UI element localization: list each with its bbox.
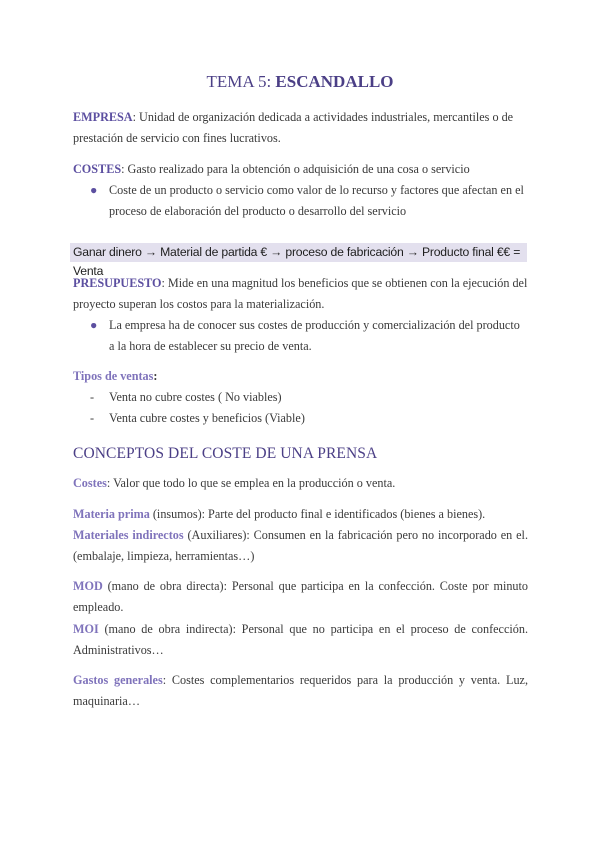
list-item [73, 408, 528, 429]
section-heading: CONCEPTOS DEL COSTE DE UNA PRENSA [73, 445, 378, 462]
materiales-indirectos-text: (Auxiliares): Consumen en la fabricación pero no incorporado en el. (embalaje, limpieza, herramientas…) [73, 528, 528, 563]
materia-prima-text: (insumos): Parte del producto final e identificados (bienes a bienes). [149, 507, 486, 521]
empresa-text: : Unidad de organización dedicada a actividades industriales, mercantiles o de prestación de servicio con fines lucrativos. [73, 110, 514, 145]
moi-text: (mano de obra indirecta): Personal que no participa en el proceso de confección. Administrativos… [73, 622, 528, 657]
materia-prima-term: Materia prima [73, 507, 150, 521]
presupuesto-term: PRESUPUESTO [73, 276, 162, 290]
concept-costes-term: Costes [73, 476, 107, 490]
concept-costes-text: : Valor que todo lo que se emplea en la producción o venta. [106, 476, 396, 490]
dash-icon: - [90, 390, 95, 404]
title-prefix: TEMA 5: [206, 72, 276, 91]
bullet-dot-icon: ● [90, 183, 98, 197]
costes-text: : Gasto realizado para la obtención o adquisición de una cosa o servicio [121, 162, 470, 176]
presupuesto-text: : Mide en una magnitud los beneficios que se obtienen con la ejecución del proyecto superan los costos para la materialización. [73, 276, 528, 311]
concept-mod [73, 576, 528, 618]
list-item [73, 180, 528, 222]
process-highlight-line: Ganar dinero → Material de partida € → proceso de fabricación → Producto final €€ = Venta [70, 243, 527, 262]
presupuesto-bullet-list [73, 315, 528, 357]
list-item [73, 315, 528, 357]
costes-definition [73, 159, 528, 222]
list-item [73, 387, 528, 408]
empresa-term: EMPRESA [73, 110, 133, 124]
list-item-text: Coste de un producto o servicio como valor de lo recurso y factores que afectan en el proceso de elaboración del producto o desarrollo del servicio [109, 183, 524, 218]
mod-term: MOD [73, 579, 103, 593]
concept-moi [73, 619, 528, 661]
tipos-de-ventas [73, 366, 528, 429]
bullet-dot-icon: ● [90, 318, 98, 332]
mod-text: (mano de obra directa): Personal que participa en la confección. Coste por minuto empleado. [73, 579, 528, 614]
moi-term: MOI [73, 622, 99, 636]
concept-gastos-generales [73, 670, 528, 712]
title-main: ESCANDALLO [275, 72, 394, 91]
tipos-colon: : [153, 369, 158, 383]
page-title [0, 72, 600, 92]
list-item-text: Venta cubre costes y beneficios (Viable) [109, 411, 305, 425]
tipos-dash-list [73, 387, 528, 429]
presupuesto-definition [73, 273, 528, 357]
dash-icon: - [90, 411, 95, 425]
concept-costes [73, 473, 528, 494]
costes-bullet-list [73, 180, 528, 222]
costes-term: COSTES [73, 162, 122, 176]
list-item-text: La empresa ha de conocer sus costes de producción y comercialización del producto a la hora de establecer su precio de venta. [109, 318, 520, 353]
gastos-generales-term: Gastos generales [73, 673, 163, 687]
gastos-generales-text: : Costes complementarios requeridos para la producción y venta. Luz, maquinaria… [73, 673, 528, 708]
materiales-indirectos-term: Materiales indirectos [73, 528, 184, 542]
concept-materia-prima [73, 504, 528, 525]
empresa-definition [73, 107, 528, 149]
list-item-text: Venta no cubre costes ( No viables) [109, 390, 282, 404]
concept-materiales-indirectos [73, 525, 528, 567]
tipos-term: Tipos de ventas [73, 369, 154, 383]
